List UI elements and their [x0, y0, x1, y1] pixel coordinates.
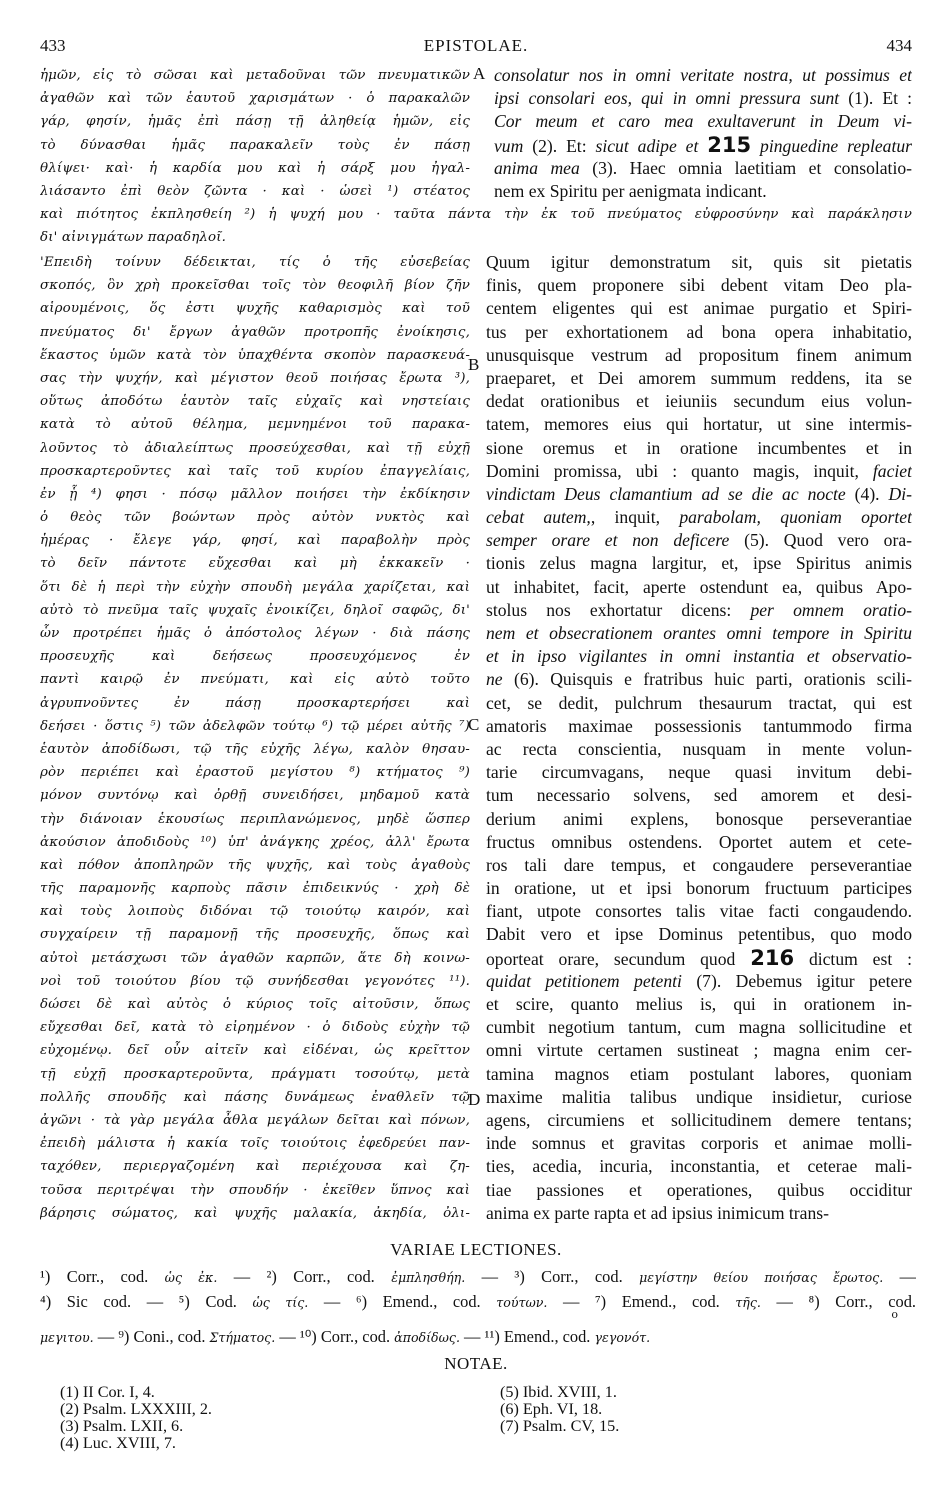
text-line: τῆς παραμονῆς καρποὺς πᾶσιν ἐπιδεικνύς · χρὴ δὲ [40, 881, 470, 897]
text-line: semper orare et non deficere (5). Quod vero ora- [486, 530, 912, 551]
text-line: in oratione, ut et ipsi bonorum fructuum participes [486, 878, 912, 899]
note-item: (5) Ibid. XVIII, 1. [500, 1384, 617, 1401]
text-line: et in ipso vigilantes in omni instantia et observatio- [486, 646, 912, 667]
text-line: μεγιτου. — ⁹) Coni., cod. Στήματος. — ¹⁰) Corr., cod. ἀποδίδως. — ¹¹) Emend., cod. γεγονότ. [40, 1327, 651, 1346]
text-line: dedat orationibus et ieiuniis secundum eius volun- [486, 391, 912, 412]
text-line: αὐτοὶ μετάσχωσι τῶν ἀγαθῶν καρπῶν, ἅτε δὴ κοινω- [40, 950, 470, 966]
text-line: praeparet, et Dei amorem summum reddens, ita se [486, 367, 912, 388]
text-line: sione oremus et in oratione incumbentes et in [486, 437, 912, 458]
text-line: ut inhabitet, facit, aperte ostendunt ea, quibus Apo- [486, 576, 912, 597]
text-line: consolatur nos in omni veritate nostra, ut possimus et [494, 65, 912, 85]
text-line: τὸ δύνασθαι ἡμᾶς παρακαλεῖν τοὺς ἐν πάσῃ [40, 137, 470, 153]
text-line: ἐπειδὴ μάλιστα ἡ κακία τοῖς τοιούτοις ἐφεδρεύει παν- [40, 1136, 470, 1152]
text-line: ties, acedia, incuria, inconstantia, et ceterae mali- [486, 1156, 912, 1177]
superscript-omicron: ο [891, 1308, 898, 1321]
text-line: τὴν διάνοιαν ἑκουσίως περιπλανώμενος, μηδὲ ὥσπερ [40, 811, 470, 827]
margin-marker-a: A [473, 64, 486, 83]
text-line: ἡμέρας · ἔλεγε γάρ, φησί, καὶ παραβολὴν πρὸς [40, 533, 470, 549]
text-line: finis, quem proponere sibi debent vitam Deo pla- [486, 275, 912, 296]
text-line: vindictam Deus clamantium ad se die ac nocte (4). Di- [486, 483, 912, 504]
text-line: ac recta conscientia, nusquam in mente volun- [486, 738, 912, 759]
text-line: καὶ τοὺς λοιποὺς διδόναι τῷ τοιούτῳ καιρόν, καὶ [40, 904, 470, 920]
text-line: oporteat orare, secundum quod 216 dictum est : [486, 946, 912, 970]
note-item: (4) Luc. XVIII, 7. [60, 1435, 176, 1452]
note-item: (2) Psalm. LXXXIII, 2. [60, 1401, 212, 1418]
column-number: 216 [750, 946, 795, 970]
text-line: derium animi explens, bonosque perseverantiae [486, 808, 912, 829]
text-line: ὁ θεὸς τῶν βοώντων πρὸς αὐτὸν νυκτὸς καὶ [40, 510, 470, 526]
text-line: λοῦντος τὸ ἀδιαλείπτως προσεύχεσθαι, καὶ τῇ εὐχῇ [40, 440, 470, 456]
text-line: δι' αἰνιγμάτων παραδηλοῖ. [40, 230, 227, 246]
text-line: ne (6). Quisquis e fratribus huic parti, orationis scili- [486, 669, 912, 690]
text-line: τῇ εὐχῇ προσκαρτεροῦντα, πράγματι τοσούτῳ, μετὰ [40, 1066, 470, 1082]
text-line: αὐτὸ τὸ πνεῦμα ταῖς ψυχαῖς ἐνοικίζει, δηλοῖ σαφῶς, δι' [40, 602, 470, 618]
text-line: agens, circumiens et sollicitudinem demere tentans; [486, 1109, 912, 1130]
running-title: EPISTOLAE. [423, 36, 529, 55]
text-line: ἡμῶν, εἰς τὸ σῶσαι καὶ μεταδοῦναι τῶν πνευματικῶν [40, 68, 470, 83]
text-line: Quum igitur demonstratum sit, quis sit pietatis [486, 252, 912, 272]
note-item: (1) II Cor. I, 4. [60, 1384, 155, 1401]
margin-marker-b: B [468, 355, 480, 374]
text-line: nem et obsecrationem orantes omni tempore in Spiritu [486, 623, 912, 643]
margin-marker-d: D [468, 1090, 481, 1109]
text-line: καὶ πόθον ἀποπληρῶν τῆς ψυχῆς, καὶ τοὺς ἀγαθοὺς [40, 857, 470, 873]
text-line: ὅτι δὲ ἡ περὶ τὴν εὐχὴν σπουδὴ μεγάλα χαρίζεται, καὶ [40, 579, 470, 595]
text-line: πνεύματος δι' ἔργων ἀγαθῶν προτροπῆς ἐνοίκησις, [40, 324, 470, 340]
text-line: ἑαυτὸν ἀποδίδωσι, τῷ τῆς εὐχῆς λέγω, καλὸν θησαυ- [40, 741, 470, 757]
text-line: anima mea (3). Haec omnia laetitiam et consolatio- [494, 157, 912, 178]
text-line: tus per exhortationem ad bona opera inhabitatio, [486, 321, 912, 342]
text-line: centem eligentes qui est animae purgatio et Spiri- [486, 298, 912, 319]
text-line: συγχαίρειν τῇ παραμονῇ τῆς προσευχῆς, ὅπως καὶ [40, 927, 470, 943]
text-line: ἕκαστος ὑμῶν κατὰ τὸν ὑπαχθέντα σκοπὸν παρασκευά- [40, 347, 470, 363]
text-line: quidat petitionem petenti (7). Debemus igitur petere [486, 970, 912, 991]
greek-column-top [40, 64, 470, 203]
text-line: αἱρουμένοις, ὅς ἐστι ψυχῆς καθαρισμὸς καὶ τοῦ [40, 301, 470, 317]
notes-right [500, 1384, 619, 1435]
note-item: (7) Psalm. CV, 15. [500, 1418, 620, 1435]
text-line: ros tali dare tempus, et congaudere perseverantiae [486, 854, 912, 875]
text-line: θλίψει· καὶ· ἡ καρδία μου καὶ ἡ σάρξ μου ἠγαλ- [40, 160, 470, 176]
text-line: ρὸν περιέπει καὶ ἐραστοῦ μεγίστου ⁸) κτήματος ⁹) [40, 765, 470, 781]
text-line: amatoris maximae possessionis tantummodo firma [486, 715, 912, 736]
text-line: fructus omnibus ostendens. Oportet autem et cete- [486, 831, 912, 852]
text-line: tatem, memores eius qui hortatur, ut sine intermis- [486, 414, 912, 435]
text-line: γάρ, φησίν, ἡμᾶς ἐπὶ πάσῃ τῇ ἀληθείᾳ ἡμῶν, εἰς [40, 114, 470, 130]
text-line: omni virtute certamen sustineat ; magna enim cer- [486, 1040, 912, 1061]
text-line: unusquisque vestrum ad propositum finem animum [486, 344, 912, 365]
text-line: ¹) Corr., cod. ὡς ἐκ. — ²) Corr., cod. ἐμπλησθήη. — ³) Corr., cod. μεγίστην θείου ποιήσας ἔρωτος. — [40, 1267, 916, 1286]
text-line: cebat autem,, inquit, parabolam, quoniam oportet [486, 507, 912, 528]
text-line: ὧν προτρέπει ἡμᾶς ὁ ἀπόστολος λέγων · διὰ πάσης [40, 626, 470, 641]
text-line: inde somnus et gravitas corporis et animae molli- [486, 1133, 912, 1154]
notes-left [60, 1384, 212, 1452]
text-line: Cor meum et caro mea exultaverunt in Deum vi- [494, 111, 912, 132]
text-line: ἀκούσιον ἀποδιδοὺς ¹⁰) ὑπ' ἀνάγκης χρέος, ἀλλ' ἔρωτα [40, 834, 470, 850]
text-line: ἀγῶνι · τὰ γὰρ μεγάλα ἆθλα μεγάλων δεῖται καὶ πόνων, [40, 1112, 470, 1128]
text-line: 'Επειδὴ τοίνυν δέδεικται, τίς ὁ τῆς εὐσεβείας [40, 255, 470, 270]
text-line: maxime malitia talibus undique insidietur, curiose [486, 1086, 912, 1107]
text-line: fiant, utpote consortes talis vitae facti congaudendo. [486, 901, 912, 922]
text-line: tarie circumvagans, neque quasi invitum debi- [486, 762, 912, 783]
text-line: vum (2). Et: sicut adipe et 215 pinguedine repleatur [494, 133, 912, 157]
variae-lectiones-title: VARIAE LECTIONES. [390, 1240, 562, 1259]
text-line: πολλῆς σπουδῆς καὶ πάσης δυνάμεως ἐναθλεῖν τῷ [40, 1089, 470, 1105]
text-line: nem ex Spiritu per aenigmata indicant. [494, 180, 767, 201]
greek-full-width [40, 203, 912, 249]
text-line: cet, se dedit, pulchrum thesaurum tractat, qui est [486, 692, 912, 713]
text-line: tionis zelus magna largitur, et, ipse Spiritus animis [486, 553, 912, 574]
text-line: καὶ πιότητος ἐκπλησθείη ²) ἡ ψυχή μου · ταῦτα πάντα τὴν ἐκ τοῦ πνεύματος εὐφροσύνην καὶ παράκλησιν [40, 207, 912, 222]
text-line: εὔχεσθαι δεῖ, κατὰ τὸ εἰρημένον · ὁ διδοὺς εὐχὴν τῷ [40, 1020, 470, 1036]
text-line: παντὶ καιρῷ ἐν πνεύματι, καὶ εἰς αὐτὸ τοῦτο [40, 672, 470, 688]
text-line: εὐχομένῳ. δεῖ οὖν αἰτεῖν καὶ εἰδέναι, ὡς κρεῖττον [40, 1043, 470, 1059]
text-line: anima ex parte rapta et ad ipsius inimicum trans- [486, 1202, 829, 1223]
text-line: tamina magnos etiam postulant labores, quoniam [486, 1063, 912, 1084]
text-line: μόνον συντόνῳ καὶ ὀρθῇ συνειδήσει, μηδαμοῦ κατὰ [40, 788, 470, 804]
text-line: Domini promissa, ubi : quanto magis, inquit, faciet [486, 460, 912, 481]
greek-column-body [40, 251, 470, 1225]
text-line: προσκαρτεροῦντες καὶ ταῖς τοῦ κυρίου ἐπαγγελίαις, [40, 463, 470, 479]
text-line: Dabit vero et ipse Dominus petentibus, quo modo [486, 924, 912, 945]
text-line: ἐν ᾗ ⁴) φησι · πόσῳ μᾶλλον ποιήσει τὴν ἐκδίκησιν [40, 486, 470, 502]
text-line: λιάσαντο ἐπὶ θεὸν ζῶντα · καὶ · ὡσεὶ ¹) στέατος [40, 183, 470, 199]
text-line: οὕτως ἀποδότω ἑαυτὸν ταῖς εὐχαῖς καὶ νηστείαις [40, 394, 470, 410]
text-line: τοῦσα περιτρέψαι τὴν σπουδήν · ἐκεῖθεν ὕπνος καὶ [40, 1182, 470, 1198]
notae-title: NOTAE. [444, 1354, 508, 1373]
margin-marker-c: C [468, 715, 480, 734]
text-line: νοὶ τοῦ τοιούτου βίου τῷ συνήδεσθαι γεγονότες ¹¹). [40, 973, 470, 989]
text-line: σκοπός, ὃν χρὴ προκεῖσθαι τοῖς τὸν θεοφιλῆ βίον ζῆν [40, 278, 470, 294]
page-number-right: 434 [886, 36, 912, 55]
text-line: cumbit negotium tantum, cum magna sollicitudine et [486, 1017, 912, 1038]
text-line: δεήσει · ὅστις ⁵) τῶν ἀδελφῶν τούτῳ ⁶) τῷ μέρει αὐτῆς ⁷) [40, 718, 470, 734]
variae-lectiones [40, 1264, 916, 1349]
text-line: ἀγαθῶν καὶ τῶν ἑαυτοῦ χαρισμάτων · ὁ παρακαλῶν [40, 91, 470, 107]
text-line: tum necessario solvens, sed amorem et desi- [486, 785, 912, 806]
text-line: et scire, quanto melius is, qui in orationem in- [486, 994, 912, 1014]
page-number-left: 433 [40, 36, 66, 55]
text-line: tiae passiones et operationes, quibus occiditur [486, 1179, 912, 1200]
text-line: δώσει δὲ καὶ αὐτὸς ὁ κύριος τοῖς αἰτοῦσιν, ὅπως [40, 997, 470, 1012]
text-line: ipsi consolari eos, qui in omni pressura sunt (1). Et : [494, 88, 912, 109]
text-line: προσευχῆς καὶ δεήσεως προσευχόμενος ἐν [40, 649, 470, 665]
text-line: βάρησις σώματος, καὶ ψυχῆς μαλακία, ἀκηδία, ὀλι- [40, 1205, 470, 1221]
text-line: τὸ δεῖν πάντοτε εὔχεσθαι καὶ μὴ ἐκκακεῖν · [40, 556, 470, 572]
text-line: κατὰ τὸ αὐτοῦ θέλημα, μεμνημένοι τοῦ παρακα- [40, 417, 470, 433]
text-line: ταχόθεν, περιεργαζομένη καὶ περιέχουσα καὶ ζη- [40, 1159, 470, 1175]
column-number: 215 [707, 133, 752, 157]
text-line: ἀγρυπνοῦντες ἐν πάσῃ προσκαρτερήσει καὶ [40, 695, 470, 711]
text-line: stolus nos exhortatur dicens: per omnem oratio- [486, 599, 912, 620]
text-line: σας τὴν ψυχήν, καὶ μέγιστον θεοῦ ποιήσας ἔρωτα ³), [40, 370, 470, 386]
note-item: (6) Eph. VI, 18. [500, 1401, 603, 1418]
text-line: ⁴) Sic cod. — ⁵) Cod. ὡς τίς. — ⁶) Emend., cod. τούτων. — ⁷) Emend., cod. τῆς. — ⁸) Corr., cod. [40, 1292, 916, 1311]
page-header [40, 36, 912, 58]
note-item: (3) Psalm. LXII, 6. [60, 1418, 184, 1435]
latin-column-body [486, 251, 912, 1225]
latin-column-top [494, 64, 912, 203]
